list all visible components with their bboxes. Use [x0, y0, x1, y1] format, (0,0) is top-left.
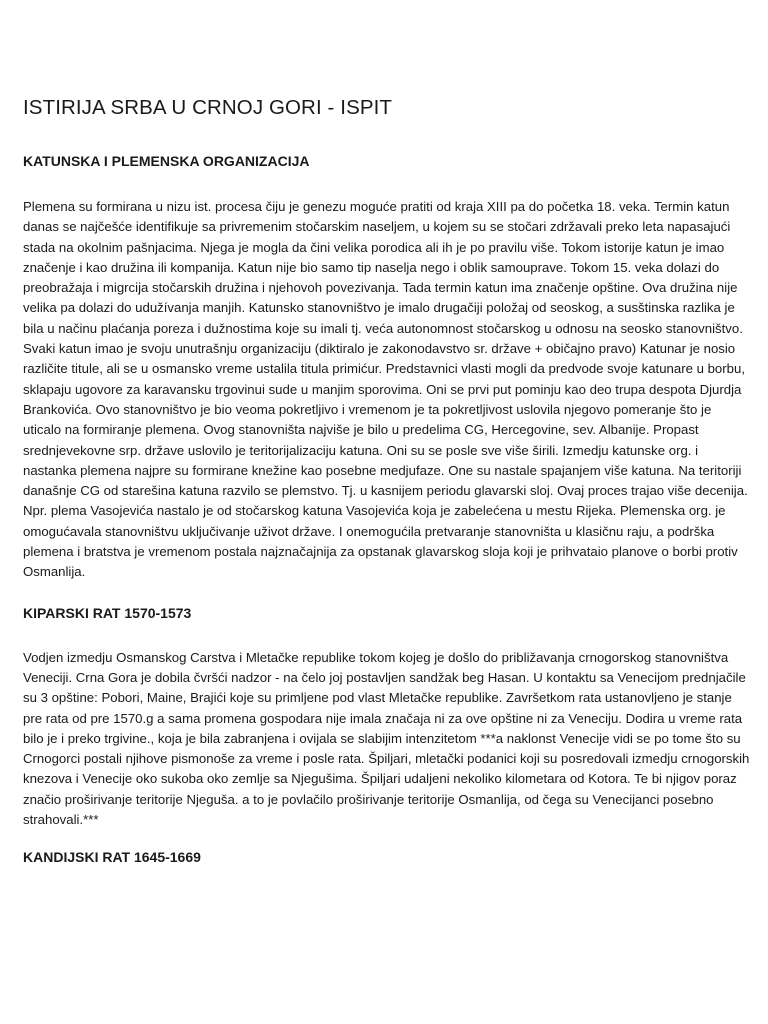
document-title: ISTIRIJA SRBA U CRNOJ GORI - ISPIT	[23, 96, 393, 119]
section-heading-katunska: KATUNSKA I PLEMENSKA ORGANIZACIJA	[23, 153, 310, 169]
section-paragraph-kiparski-rat: Vodjen izmedju Osmanskog Carstva i Mletačke republike tokom kojeg je došlo do približavanja crnogorskog stanovništva Veneciji. Crna Gora je dobila čvršći nadzor - na čelo joj postavljen sandžak beg Hasan. U kontaktu sa Venecijom prednjačile su 3 opštine: Pobori, Maine, Brajići koje su primljene pod vlast Mletačke republike. Završetkom rata ustanovljeno je stanje pre rata od pre 1570.g a sama promena gospodara nije imala značaja ni za ove opštine ni za Veneciju. Dodira u vreme rata bilo je i preko trgivine., koja je bila zabranjena i ovijala se slabijim intenzitetom ***a naklonst Venecije vidi se po tome što su Crnogorci postali njihove pismonoše za vreme i posle rata. Špiljari, mletački podanici koji su posredovali izmedju crnogorskih knezova i Venecije oko sukoba oko zemlje sa Njegušima. Špiljari udaljeni nekoliko kilometara od Kotora. Te bi njigov poraz značio proširivanje teritorije Njeguša. a to je povlačilo proširivanje teritorije Osmanlija, od čega su Venecijanci posebno strahovali.***	[23, 649, 750, 828]
document-page	[23, 95, 750, 866]
section-heading-kiparski-rat: KIPARSKI RAT 1570-1573	[23, 604, 192, 621]
section-paragraph-katunska: Plemena su formirana u nizu ist. procesa čiju je genezu moguće pratiti od kraja XIII pa do početka 18. veka. Termin katun danas se najčešće identifikuje sa privremenim stočarskim naseljem, u kojem su se stočari zdržavali preko leta napasajući stada na okolnim pašnjacima. Njega je mogla da čini velika porodica ali ih je po pravilu više. Tokom istorije katun je imao značenje i kao družina ili kompanija. Katun nije bio samo tip naselja nego i oblik samouprave. Tokom 15. veka dolazi do preobražaja i migrcija stočarskih družina i njehovoh povezivanja. Tada termin katun ima značenje opštine. Ova družina nije velika pa dolazi do udužívanja manjih. Katunsko stanovništvo je imalo drugačiji položaj od seoskog, a susštinska razlika je bila u načinu plaćanja poreza i dužnostima koje su imali tj. veća autonomnost stočarskog u odnosu na seosko stanovništvo. Svaki katun imao je svoju unutrašnju organizaciju (diktiralo je zakonodavstvo sr. države + običajno pravo) Katunar je nosio različite titule, ali se u osmansko vreme ustalila titula primićur. Predstavnici vlasti mogli da predvode svoje katunare u borbu, sklapaju ugovore za karavansku trgovinui sude u manjim sporovima. Oni se prvi put pominju kao deo trupa despota Djurdja Brankovića. Ovo stanovništvo je bio veoma pokretljivo i vremenom je ta pokretljivost uslovila njegovo pomeranje što je uticalo na formiranje plemena. Ovog stanovništa najviše je bilo u predelima CG, Hercegovine, sev. Albanije. Propast srednjevekovne srp. države uslovilo je teritorijalizaciju katuna. Oni su se posle sve više širili. Izmedju katunske org. i nastanka plemena najpre su formirane knežine kao posebne medjufaze. One su nastale spajanjem više katuna. Na teritoriji današnje CG od starešina katuna razvilo se plemstvo. Tj. u kasnijem periodu glavarski sloj. Ovaj proces trajao više decenija. Npr. plema Vasojevića nastalo je od stočarskog katuna Vasojevića koja je zabelećena u mestu Rijeka. Plemenska org. je omogućavala stanovništvu uključivanje uživot države. I onemogućila pretvaranje stanovništa u klasičnu raju, a podrška plemena i bratstva je vremenom postala najznačajnija za opstanak glavarskog sloja koji je prihvataio planove o borbi protiv Osmanlija.	[23, 199, 748, 580]
section-heading-kandijski-rat: KANDIJSKI RAT 1645-1669	[23, 849, 201, 866]
